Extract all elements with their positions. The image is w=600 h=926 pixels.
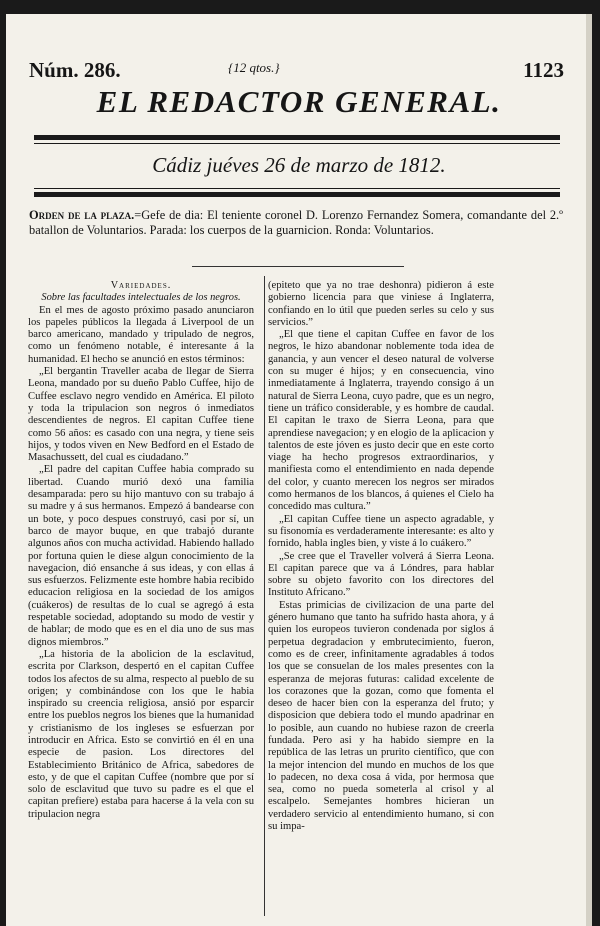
- section-separator: [192, 266, 404, 267]
- newspaper-page: [6, 14, 592, 926]
- article-subtitle: Sobre las facultades intelectuales de los negros.: [41, 292, 241, 304]
- column-left: [28, 280, 254, 920]
- column-right: [268, 280, 494, 920]
- article-paragraph: „La historia de la abolicion de la esclavitud, escrita por Clarkson, despertó en el capitan Cuffee todos los afectos de su alma, respecto al pueblo de su origen; y combinándose con los que le habia inspirado su creencia religiosa, ansió por esparcir entre los pueblos negros los bienes que la humanidad y cristianismo de los ingleses se esfuerzan por introducir en Africa. Esto se convirtió en él en una especie de pasion. Los directores del Establecimiento Británico de Africa, sabedores de esto, y de que el capitan Cuffee (nombre que por sí solo de esclavitud que tuvo su padre es el que el capitan prefiere) estaba para hacerse á la vela con su tripulacion negra: [28, 648, 254, 820]
- article-paragraph: „Se cree que el Traveller volverá á Sierra Leona. El capitan parece que va á Lóndres, para hablar sobre su objeto favorito con los directores del Instituto Africano.”: [268, 550, 494, 599]
- page-number: 1123: [523, 58, 564, 82]
- orden-de-la-plaza: [29, 208, 563, 238]
- page-edge-shadow: [586, 14, 592, 926]
- article-paragraph: (epiteto que ya no trae deshonra) pidieron á este gobierno licencia para que viniese á Inglaterra, confiando en lo útil que pueden serles su celo y sus servicios.”: [268, 280, 494, 328]
- article-paragraph: Estas primicias de civilizacion de una parte del género humano que tanto ha sufrido hasta ahora, y á quien los europeos tuvieron condenada por siglos á perpetua degradacion y embrutecimiento, fueron, como es de creer, infinitamente agradables á todos los que se consuelan de los males presentes con la esperanza de mejoras futuras: calidad excelente de los corazones que la gozan, como que fomenta el deseo de hacer bien con la esperanza del fruto; y disposicion que debiera todo el mundo apadrinar en lo posible, aun cuando no hubiese razon de creerla fundada. Pero asi y ha habido siempre en la república de las letras un prurito científico, que con la mejor intencion del mundo en muchos de los que lo padecen, no dexa cosa á vida, por hermosa que sea, como no pueda someterla al crisol y al escalpelo. Semejantes hombres hicieran un verdadero servicio al entendimiento humano, si con su impa-: [268, 599, 494, 833]
- dateline: Cádiz juéves 26 de marzo de 1812.: [152, 153, 446, 177]
- dateline-rule-thick: [34, 192, 560, 197]
- orden-text: =Gefe de dia: El teniente coronel D. Lorenzo Fernandez Somera, comandante del 2.º batallon de Voluntarios. Parada: los cuerpos de la guarnicion. Ronda: Voluntarios.: [29, 208, 563, 237]
- dateline-rule-thin: [34, 188, 560, 189]
- issue-number: Núm. 286.: [29, 58, 121, 82]
- price-note: {12 qtos.}: [228, 60, 280, 75]
- article-paragraph: En el mes de agosto próximo pasado anunciaron los papeles públicos la llegada á Liverpool de un barco americano, mandado y tripulado de negros, como un fenómeno notable, é interesante á la humanidad. El hecho se anunció en estos términos:: [28, 304, 254, 365]
- article-paragraph: „El que tiene el capitan Cuffee en favor de los negros, le hizo abandonar noblemente toda idea de ganancia, y aun vencer el deseo natural de volverse con su muger é hijos; y en consecuencia, vino inmediatamente á Inglaterra, trayendo consigo á un natural de Sierra Leona, cuyo padre, que es un negro, tiene un tráfico considerable, y es hombre de caudal. El capitan le traxo de Sierra Leona, para que aprendiese navegacion; y en elogio de la aplicacion y talentos de este jóven es justo decir que en este corto viage ha hecho progresos extraordinarios, y manifiesta como el entendimiento en nada depende del color, y cuanto merecen los negros ser mirados como hermanos de los blancos, á quienes el Cielo ha concedido mas cultura.”: [268, 329, 494, 513]
- article-paragraph: „El bergantin Traveller acaba de llegar de Sierra Leona, mandado por su dueño Pablo Cuffee, hijo de Cuffee esclavo negro vendido en América. El piloto y toda la tripulacion son negros ó inmediatos descendientes de negros. El capitan Cuffee tiene como 56 años: es casado con una negra, y tiene seis hijos, y todos viven en New Bedford en el Estado de Masachussett, del cual es ciudadano.”: [28, 366, 254, 464]
- article-paragraph: „El padre del capitan Cuffee habia comprado su libertad. Cuando murió dexó una familia desamparada: pero su hijo mantuvo con su trabajo á su madre y á sus hermanos. Empezó á bandearse con un bote, y poco despues construyó, casi por sí, un barco de mayor buque, en que trabajó durante algunos años con mucha actividad. Habiendo hallado por fortuna quien le diese algun conocimiento de la navegacion, dió ensanche á sus ideas, y con ellas á sus esfuerzos. Felizmente este hombre habia recibido educacion religiosa en la sociedad de los amigos (cuákeros) de resultas de lo cual se agregó á esta respetable sociedad, adoptando su modo de vestir y de hablar; de modo que es en el dia uno de sus mas dignos miembros.”: [28, 464, 254, 648]
- article-paragraph: „El capitan Cuffee tiene un aspecto agradable, y su fisonomía es verdaderamente interesante: es alto y fornido, habla ingles bien, y viste á lo cuákero.”: [268, 513, 494, 550]
- column-divider: [264, 276, 265, 916]
- section-heading: Variedades.: [110, 280, 172, 291]
- masthead-rule-top: [34, 135, 560, 140]
- masthead-rule-top-thin: [34, 143, 560, 144]
- masthead-title: EL REDACTOR GENERAL.: [96, 84, 502, 119]
- orden-lead: Orden de la plaza.: [29, 208, 135, 222]
